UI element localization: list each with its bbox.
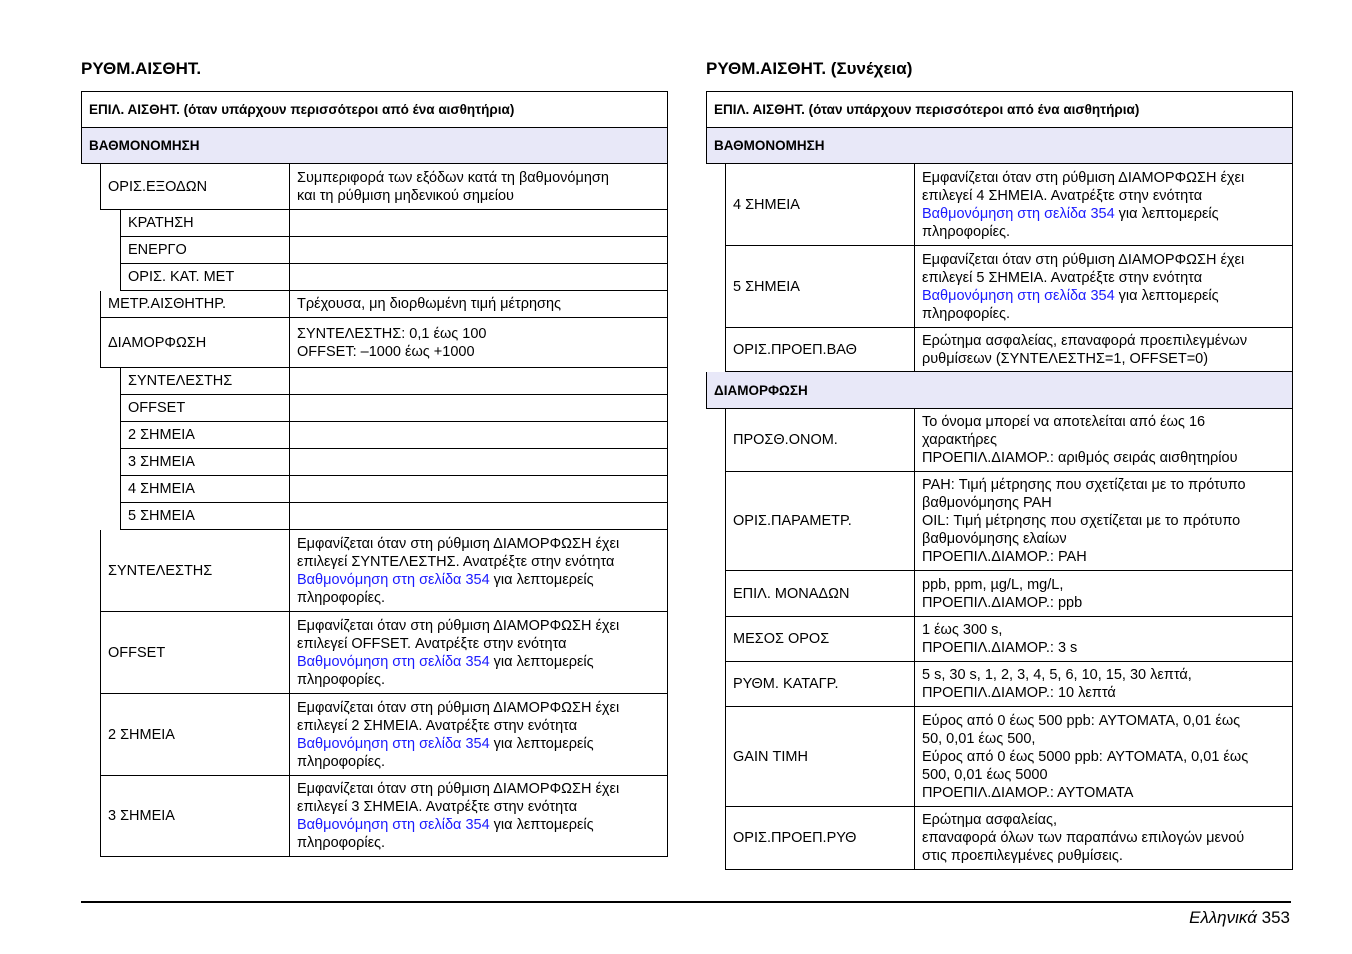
row-description xyxy=(914,662,1293,706)
table-row xyxy=(120,395,668,422)
row-label: ΚΡΑΤΗΣΗ xyxy=(120,210,289,236)
description-text: για λεπτομερείς xyxy=(1114,287,1219,304)
table-row xyxy=(120,503,668,530)
description-line: χαρακτήρες xyxy=(922,432,997,448)
reference-link[interactable]: Βαθμονόμηση στη σελίδα 354 xyxy=(922,287,1115,304)
row-description xyxy=(289,422,668,448)
description-line xyxy=(297,735,660,753)
row-description xyxy=(289,237,668,263)
description-line: ΠΡΟΕΠΙΛ.ΔΙΑΜΟΡ.: ΑΥΤΟΜΑΤΑ xyxy=(922,784,1134,801)
row-label: 3 ΣΗΜΕΙΑ xyxy=(100,776,289,856)
row-label: ΟΡΙΣ.ΕΞΟΔΩΝ xyxy=(100,164,289,209)
row-label: ΣΥΝΤΕΛΕΣΤΗΣ xyxy=(100,530,289,611)
description-text: για λεπτομερείς xyxy=(1114,205,1219,222)
description-line: στις προεπιλεγμένες ρυθμίσεις. xyxy=(922,848,1123,864)
page-number: 353 xyxy=(1261,908,1290,927)
row-description xyxy=(914,571,1293,616)
row-label: ΟΡΙΣ.ΠΑΡΑΜΕΤΡ. xyxy=(725,472,914,570)
description-line: 5 s, 30 s, 1, 2, 3, 4, 5, 6, 10, 15, 30 λεπτά, xyxy=(922,667,1192,683)
row-label: OFFSET xyxy=(120,395,289,421)
row-label: ΜΕΣΟΣ ΟΡΟΣ xyxy=(725,617,914,661)
table-row xyxy=(725,472,1293,571)
description-line xyxy=(297,571,660,589)
row-description xyxy=(289,318,668,367)
table-row xyxy=(100,530,668,612)
right-rows-calibration xyxy=(706,164,1293,372)
row-description xyxy=(289,530,668,611)
row-description xyxy=(289,395,668,421)
table-row xyxy=(725,707,1293,807)
description-line: Ερώτημα ασφαλείας, επαναφορά προεπιλεγμένων xyxy=(922,332,1248,349)
table-row xyxy=(725,571,1293,617)
row-description xyxy=(289,476,668,502)
description-line: ΠΡΟΕΠΙΛ.ΔΙΑΜΟΡ.: ppb xyxy=(922,594,1083,611)
table-row xyxy=(725,662,1293,707)
description-text: για λεπτομερείς xyxy=(489,571,594,588)
row-description xyxy=(289,291,668,317)
description-text: για λεπτομερείς xyxy=(489,817,594,833)
row-label: ΟΡΙΣ. ΚΑΤ. ΜΕΤ xyxy=(120,264,289,290)
row-label: ΣΥΝΤΕΛΕΣΤΗΣ xyxy=(120,368,289,394)
row-description xyxy=(289,612,668,693)
left-title: ΡΥΘΜ.ΑΙΣΘΗΤ. xyxy=(81,59,202,78)
description-line: επιλεγεί ΣΥΝΤΕΛΕΣΤΗΣ. Ανατρέξτε στην ενότητα xyxy=(297,553,615,570)
description-line: πληροφορίες. xyxy=(922,305,1011,322)
description-line: OFFSET: –1000 έως +1000 xyxy=(297,343,475,360)
left-rows xyxy=(81,164,668,857)
description-line: βαθμονόμησης PAH xyxy=(922,495,1052,511)
table-row xyxy=(725,807,1293,870)
row-label: ΕΠΙΛ. ΜΟΝΑΔΩΝ xyxy=(725,571,914,616)
description-line: Εμφανίζεται όταν στη ρύθμιση ΔΙΑΜΟΡΦΩΣΗ έχει xyxy=(297,535,620,552)
row-description xyxy=(289,776,668,856)
right-column xyxy=(706,56,1293,870)
description-line: Εμφανίζεται όταν στη ρύθμιση ΔΙΑΜΟΡΦΩΣΗ έχει xyxy=(297,699,620,716)
reference-link[interactable]: Βαθμονόμηση στη σελίδα 354 xyxy=(922,205,1115,222)
row-description xyxy=(914,617,1293,661)
table-row xyxy=(725,164,1293,246)
description-line: Εμφανίζεται όταν στη ρύθμιση ΔΙΑΜΟΡΦΩΣΗ έχει xyxy=(922,251,1245,268)
description-line: επιλεγεί 5 ΣΗΜΕΙΑ. Ανατρέξτε στην ενότητα xyxy=(922,269,1203,286)
row-label: ΔΙΑΜΟΡΦΩΣΗ xyxy=(100,318,289,367)
row-label: ΟΡΙΣ.ΠΡΟΕΠ.ΡΥΘ xyxy=(725,807,914,869)
reference-link[interactable]: Βαθμονόμηση στη σελίδα 354 xyxy=(297,653,490,670)
description-line: Εμφανίζεται όταν στη ρύθμιση ΔΙΑΜΟΡΦΩΣΗ έχει xyxy=(297,617,620,634)
description-line: Ερώτημα ασφαλείας, xyxy=(922,812,1058,828)
table-row xyxy=(120,368,668,395)
row-description xyxy=(914,472,1293,570)
row-label: ΠΡΟΣΘ.ΟΝΟΜ. xyxy=(725,409,914,471)
row-label: 2 ΣΗΜΕΙΑ xyxy=(100,694,289,775)
section-header: ΔΙΑΜΟΡΦΩΣΗ xyxy=(706,372,1293,409)
row-description xyxy=(914,807,1293,869)
section-header: ΒΑΘΜΟΝΟΜΗΣΗ xyxy=(706,128,1293,164)
description-line xyxy=(297,816,660,834)
table-row xyxy=(120,264,668,291)
table-row xyxy=(100,318,668,368)
description-line: επιλεγεί 2 ΣΗΜΕΙΑ. Ανατρέξτε στην ενότητα xyxy=(297,717,578,734)
table-row xyxy=(120,476,668,503)
description-line: ΠΡΟΕΠΙΛ.ΔΙΑΜΟΡ.: αριθμός σειράς αισθητηρίου xyxy=(922,450,1238,466)
table-row xyxy=(120,237,668,264)
page-footer xyxy=(1189,908,1290,928)
row-label: ΜΕΤΡ.ΑΙΣΘΗΤΗΡ. xyxy=(100,291,289,317)
row-label: 4 ΣΗΜΕΙΑ xyxy=(120,476,289,502)
description-text: για λεπτομερείς xyxy=(489,735,594,752)
table-row xyxy=(725,409,1293,472)
description-line: Τρέχουσα, μη διορθωμένη τιμή μέτρησης xyxy=(297,296,562,312)
description-line: 50, 0,01 έως 500, xyxy=(922,730,1036,747)
row-description xyxy=(914,164,1293,245)
description-line: Εύρος από 0 έως 500 ppb: ΑΥΤΟΜΑΤΑ, 0,01 έως xyxy=(922,712,1241,729)
row-label: 2 ΣΗΜΕΙΑ xyxy=(120,422,289,448)
description-line: ρυθμίσεων (ΣΥΝΤΕΛΕΣΤΗΣ=1, OFFSET=0) xyxy=(922,350,1209,367)
description-line: επιλεγεί 4 ΣΗΜΕΙΑ. Ανατρέξτε στην ενότητα xyxy=(922,187,1203,204)
row-label: 5 ΣΗΜΕΙΑ xyxy=(725,246,914,327)
right-title: ΡΥΘΜ.ΑΙΣΘΗΤ. (Συνέχεια) xyxy=(706,59,913,78)
description-line xyxy=(297,653,660,671)
row-label: ΟΡΙΣ.ΠΡΟΕΠ.ΒΑΘ xyxy=(725,328,914,371)
description-line: πληροφορίες. xyxy=(922,223,1011,240)
left-column xyxy=(81,56,668,857)
description-text: για λεπτομερείς xyxy=(489,653,594,670)
table-row xyxy=(120,422,668,449)
description-line: PAH: Τιμή μέτρησης που σχετίζεται με το πρότυπο xyxy=(922,477,1246,493)
table-row xyxy=(100,612,668,694)
row-label: ΡΥΘΜ. ΚΑΤΑΓΡ. xyxy=(725,662,914,706)
description-line xyxy=(922,205,1285,223)
reference-link[interactable]: Βαθμονόμηση στη σελίδα 354 xyxy=(297,817,490,833)
right-rows-configuration xyxy=(706,409,1293,870)
reference-link[interactable]: Βαθμονόμηση στη σελίδα 354 xyxy=(297,571,490,588)
description-line: Εύρος από 0 έως 5000 ppb: ΑΥΤΟΜΑΤΑ, 0,01 έως xyxy=(922,748,1249,765)
right-table xyxy=(706,91,1293,870)
table-row xyxy=(100,164,668,210)
footer-language: Ελληνικά xyxy=(1189,908,1257,927)
footer-rule xyxy=(81,901,1291,903)
row-description xyxy=(289,210,668,236)
row-label: 3 ΣΗΜΕΙΑ xyxy=(120,449,289,475)
row-description xyxy=(914,246,1293,327)
table-row xyxy=(725,617,1293,662)
table-row xyxy=(100,694,668,776)
row-description xyxy=(914,707,1293,806)
description-line: ΣΥΝΤΕΛΕΣΤΗΣ: 0,1 έως 100 xyxy=(297,325,487,342)
description-line: ΠΡΟΕΠΙΛ.ΔΙΑΜΟΡ.: PAH xyxy=(922,549,1087,565)
row-description xyxy=(289,694,668,775)
section-header: ΒΑΘΜΟΝΟΜΗΣΗ xyxy=(81,128,668,164)
reference-link[interactable]: Βαθμονόμηση στη σελίδα 354 xyxy=(297,735,490,752)
table-row xyxy=(725,246,1293,328)
description-line: OIL: Τιμή μέτρησης που σχετίζεται με το πρότυπο xyxy=(922,513,1241,529)
row-label: 4 ΣΗΜΕΙΑ xyxy=(725,164,914,245)
description-line: 1 έως 300 s, xyxy=(922,622,1003,638)
description-line: πληροφορίες. xyxy=(297,589,386,606)
description-line: 500, 0,01 έως 5000 xyxy=(922,766,1048,783)
row-label: ΕΝΕΡΓΟ xyxy=(120,237,289,263)
left-table xyxy=(81,91,668,857)
table-row xyxy=(100,776,668,857)
row-description xyxy=(289,503,668,529)
description-line: πληροφορίες. xyxy=(297,835,386,851)
description-line: Συμπεριφορά των εξόδων κατά τη βαθμονόμηση xyxy=(297,169,609,186)
description-line: επιλεγεί 3 ΣΗΜΕΙΑ. Ανατρέξτε στην ενότητα xyxy=(297,799,578,815)
table-header: ΕΠΙΛ. ΑΙΣΘΗΤ. (όταν υπάρχουν περισσότεροι από ένα αισθητήρια) xyxy=(81,92,668,128)
table-header: ΕΠΙΛ. ΑΙΣΘΗΤ. (όταν υπάρχουν περισσότεροι από ένα αισθητήρια) xyxy=(706,92,1293,128)
row-description xyxy=(914,409,1293,471)
row-description xyxy=(289,449,668,475)
row-label: OFFSET xyxy=(100,612,289,693)
description-line: πληροφορίες. xyxy=(297,753,386,770)
row-description xyxy=(289,264,668,290)
description-line: επιλεγεί OFFSET. Ανατρέξτε στην ενότητα xyxy=(297,635,567,652)
table-row xyxy=(120,449,668,476)
description-line: βαθμονόμησης ελαίων xyxy=(922,531,1067,547)
row-description xyxy=(289,164,668,209)
table-row xyxy=(725,328,1293,372)
table-row xyxy=(100,291,668,318)
row-label: 5 ΣΗΜΕΙΑ xyxy=(120,503,289,529)
description-line: ΠΡΟΕΠΙΛ.ΔΙΑΜΟΡ.: 10 λεπτά xyxy=(922,685,1116,701)
description-line: ΠΡΟΕΠΙΛ.ΔΙΑΜΟΡ.: 3 s xyxy=(922,640,1078,656)
row-description xyxy=(914,328,1293,371)
description-line: και τη ρύθμιση μηδενικού σημείου xyxy=(297,187,514,204)
row-label: GAIN ΤΙΜΗ xyxy=(725,707,914,806)
description-line: Εμφανίζεται όταν στη ρύθμιση ΔΙΑΜΟΡΦΩΣΗ έχει xyxy=(922,169,1245,186)
row-description xyxy=(289,368,668,394)
description-line: Εμφανίζεται όταν στη ρύθμιση ΔΙΑΜΟΡΦΩΣΗ έχει xyxy=(297,781,620,797)
description-line: επαναφορά όλων των παραπάνω επιλογών μενού xyxy=(922,830,1245,846)
description-line: πληροφορίες. xyxy=(297,671,386,688)
description-line: Το όνομα μπορεί να αποτελείται από έως 16 xyxy=(922,414,1206,430)
table-row xyxy=(120,210,668,237)
description-line xyxy=(922,287,1285,305)
description-line: ppb, ppm, µg/L, mg/L, xyxy=(922,576,1064,593)
